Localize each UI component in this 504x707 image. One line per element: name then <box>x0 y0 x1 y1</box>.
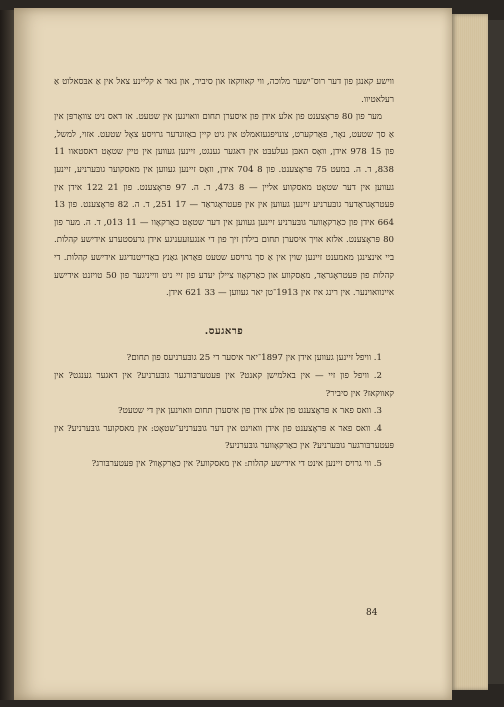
question-4: 4. וואס פאר א פּראָצענט פון אידן וואוינט אין דער גובּערניע־שטאָט: אין מאסקוער גובּערניע? אין פּעטערבּורגער גובּערניע? אין כאַרקאָווער גובּערניע? <box>54 423 394 452</box>
question-2: 2. וויפל פון זיי — אין באלמישן קאנט? אין פּעטערבּורגער גובּערניע? אין דאגער גענגט? אין קאווקאז? אין סיביר? <box>54 370 394 399</box>
page-stack-edges <box>452 14 488 690</box>
question-1: 1. וויפל זיינען געווען אידן אין 1897־יאר איסער די 25 גובּערניעס פון תחום? <box>126 353 382 364</box>
question-5: 5. ווי גרויס זיינען אינט די אידישע קהלות: אין מאסקווע? אין כאַרקאָוו? אין פּעטערבּורג? <box>91 458 382 469</box>
paragraph-statistics: מער פון 80 פּראָצענט פון אלע אידן פון איסערן תחום וואוינען אין שטעט. אז דאס ניט צוואָרפּן אין אַ סך שטעט, נאָר, פאַרקערט, צונויפגעזאמלט אין גיט קיין באַזונדער גרויסע צאָל שטעט. אזוי, למשל, פון 15 978 אידן, וואָס האבּן געלעבּט אין דאגער גענגט, זיינען געווען אין טיין שטאָט ראסטאוו 11 838, ד. ה. במעט 75 פּראָצענט. פון 8 704 אידן, וואָס זיינען געווען אין מאסקוער גובּערניע, זיינען געווען אין דער שטאָט מאסקווע אליין — 8 473, ד. ה. 97 פּראָצענט. פון 21 122 אידן אין פּעטראָגראַדער גובּערניע זיינען געווען אין אין פּעטראָגראַד — 17 251, ד. ה. 82 פּראָצענט. פון 13 664 אידן פון כאַרקאָווער גובּערניע זיינען געווען אין דער שטאָט כאַרקאָוו — 11 013, ד. ה. מער פון 80 פּראָצענט. אלזא אויך איסערן תחום בילדן זיך פון די אנגעזעעניגע אידן גרעסטערע אידישע קהלות. ביי אינצינגן מאמענט זיינען שוין אין אַ סך גרויסע שטעט פאַראן גאַנץ באַדייטנדיגע אידישע קהלות. די קהלות פון פּעטראָגראַד, מאַסקווע און כאַרקאָוו ציילן יעדע פון זיי ניט ווייניגער פון 50 טויזנט אידישע איינוואוינער. אין רינג איז אין 1913־טן יאר געווען — 33 621 אידן. <box>54 112 395 299</box>
paragraph-intro: ווישע קאנגן פון דער רוס־ישער מלוכה, ווי קאווקאז און סיביר, און גאר א קליינע צאל אין אַ אבּסאלוט אַ רעלאטיוו. <box>54 77 394 105</box>
question-3: 3. וואס פאר א פּראָצענט פון אלע אידן פון איסערן תחום וואוינען אין די שטעט? <box>118 406 382 417</box>
book-cover-edge <box>488 20 504 684</box>
questions-heading: פראגעס. <box>204 325 244 337</box>
page-text <box>54 74 394 473</box>
book-page <box>14 8 452 700</box>
adjacent-page-edge <box>0 10 14 700</box>
page-number: 84 <box>366 608 378 618</box>
